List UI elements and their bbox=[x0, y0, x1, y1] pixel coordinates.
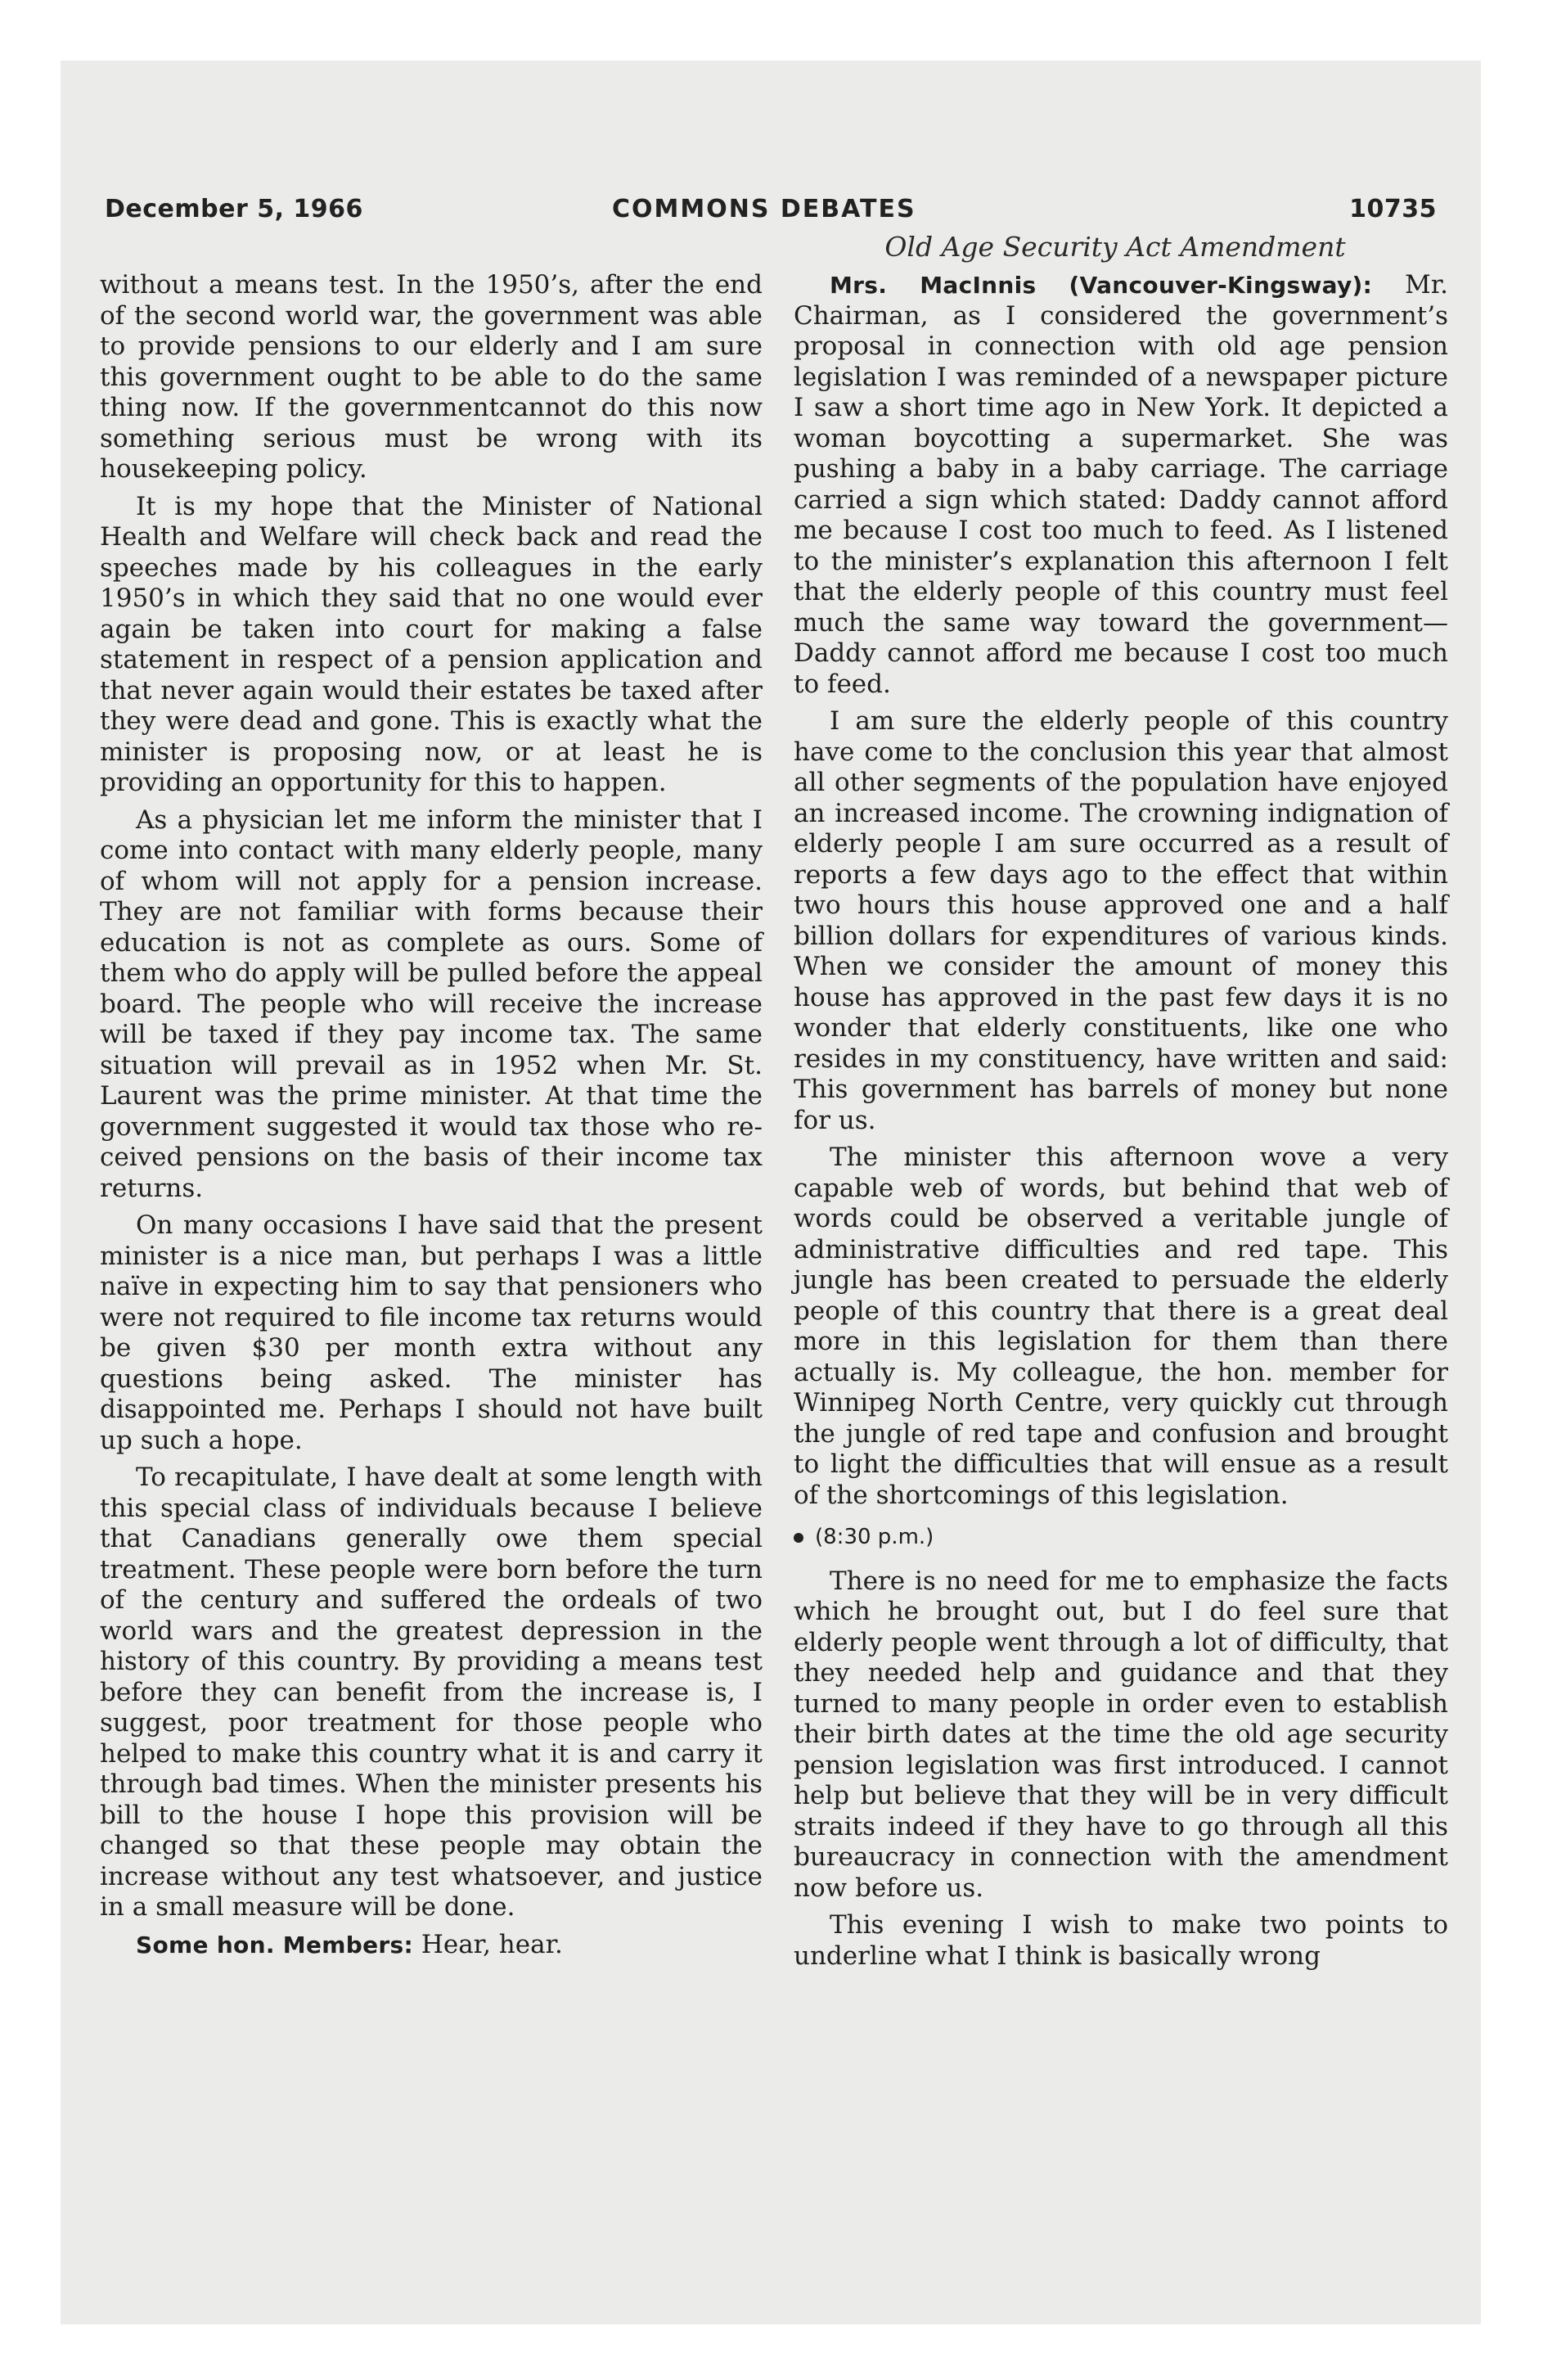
paragraph-text: Mr. Chairman, as I considered the government’s proposal in connection with old age pension legislation I was reminded of a newspaper picture I saw a short time ago in New York. It depicted a woman boycotting a supermarket. She was pushing a baby in a baby carriage. The carriage carried a sign which stated: Daddy cannot afford me because I cost too much to feed. As I listened to the minister’s explanation this afternoon I felt that the elderly people of this country must feel much the same way toward the government—Daddy cannot afford me because I cost too much to feed. bbox=[794, 270, 1448, 699]
timestamp-text: (8:30 p.m.) bbox=[815, 1525, 934, 1549]
speaker-name: Some hon. Members: bbox=[136, 1931, 413, 1959]
paragraph: To recapitulate, I have dealt at some length with this special class of individuals because I believe that Canadians generally owe them special treatment. These people were born before the turn of the century and suffered the ordeals of two world wars and the greatest depression in the history of this country. By providing a means test before they can benefit from the increase is, I suggest, poor treatment for those people who helped to make this country what it is and carry it through bad times. When the minister presents his bill to the house I hope this provision will be changed so that these people may obtain the increase without any test whatsoever, and justice in a small measure will be done. bbox=[100, 1463, 763, 1922]
header-page-number: 10735 bbox=[1349, 195, 1437, 223]
paragraph: I am sure the elderly people of this country have come to the conclusion this year that almost all other segments of the population have enjoyed an increased income. The crowning indignation of elderly people I am sure occurred as a result of reports a few days ago to the effect that within two hours this house approved one and a half billion dollars for expenditures of various kinds. When we consider the amount of money this house has approved in the past few days it is no wonder that elderly constituents, like one who resides in my constituency, have written and said: This government has barrels of money but none for us. bbox=[794, 706, 1448, 1135]
paragraph: As a physician let me inform the minister that I come into contact with many elderly people, many of whom will not apply for a pension increase. They are not familiar with forms because their education is not as complete as ours. Some of them who do apply will be pulled before the appeal board. The people who will receive the increase will be taxed if they pay income tax. The same situation will prevail as in 1952 when Mr. St. Laurent was the prime minister. At that time the government suggested it would tax those who received pensions on the basis of their income tax returns. bbox=[100, 805, 763, 1203]
right-column bbox=[794, 270, 1448, 1978]
left-column bbox=[100, 270, 763, 1967]
speech-opening bbox=[794, 270, 1448, 700]
paragraph: The minister this afternoon wove a very capable web of words, but behind that web of words could be observed a veritable jungle of administrative difficulties and red tape. This jungle has been created to persuade the elderly people of this country that there is a great deal more in this legislation for them than there actually is. My colleague, the hon. member for Winnipeg North Centre, very quickly cut through the jungle of red tape and confusion and brought to light the difficulties that will ensue as a result of the shortcomings of this legislation. bbox=[794, 1143, 1448, 1510]
paragraph: without a means test. In the 1950’s, after the end of the second world war, the government was able to provide pensions to our elderly and I am sure this government ought to be able to do the same thing now. If the governmentcannot do this now something serious must be wrong with its housekeeping policy. bbox=[100, 270, 763, 484]
paragraph: There is no need for me to emphasize the facts which he brought out, but I do feel sure that elderly people went through a lot of difficulty, that they needed help and guidance and that they turned to many people in order even to establish their birth dates at the time the old age security pension legislation was first introduced. I cannot help but believe that they will be in very difficult straits indeed if they have to go through all this bureaucracy in connection with the amendment now before us. bbox=[794, 1566, 1448, 1903]
timestamp bbox=[794, 1522, 1448, 1553]
bullet-icon bbox=[794, 1533, 803, 1543]
interjection-text: Hear, hear. bbox=[421, 1929, 563, 1959]
speaker-name: Mrs. MacInnis (Vancouver-Kingsway): bbox=[830, 272, 1373, 299]
paragraph: This evening I wish to make two points to underline what I think is basically wrong bbox=[794, 1910, 1448, 1971]
header-section-title: COMMONS DEBATES bbox=[612, 195, 916, 223]
paragraph: It is my hope that the Minister of National Health and Welfare will check back and read the speeches made by his colleagues in the early 1950’s in which they said that no one would ever again be taken into court for making a false statement in respect of a pension application and that never again would their estates be taxed after they were dead and gone. This is exactly what the minister is proposing now, or at least he is providing an opportunity for this to happen. bbox=[100, 491, 763, 797]
paragraph: On many occasions I have said that the present minister is a nice man, but perhaps I was a little naïve in expecting him to say that pensioners who were not required to file income tax returns would be given $30 per month extra without any questions being asked. The minister has disappointed me. Perhaps I should not have built up such a hope. bbox=[100, 1210, 763, 1455]
debate-subtitle: Old Age Security Act Amendment bbox=[884, 231, 1346, 263]
header-date: December 5, 1966 bbox=[105, 195, 363, 223]
interjection bbox=[100, 1930, 763, 1961]
